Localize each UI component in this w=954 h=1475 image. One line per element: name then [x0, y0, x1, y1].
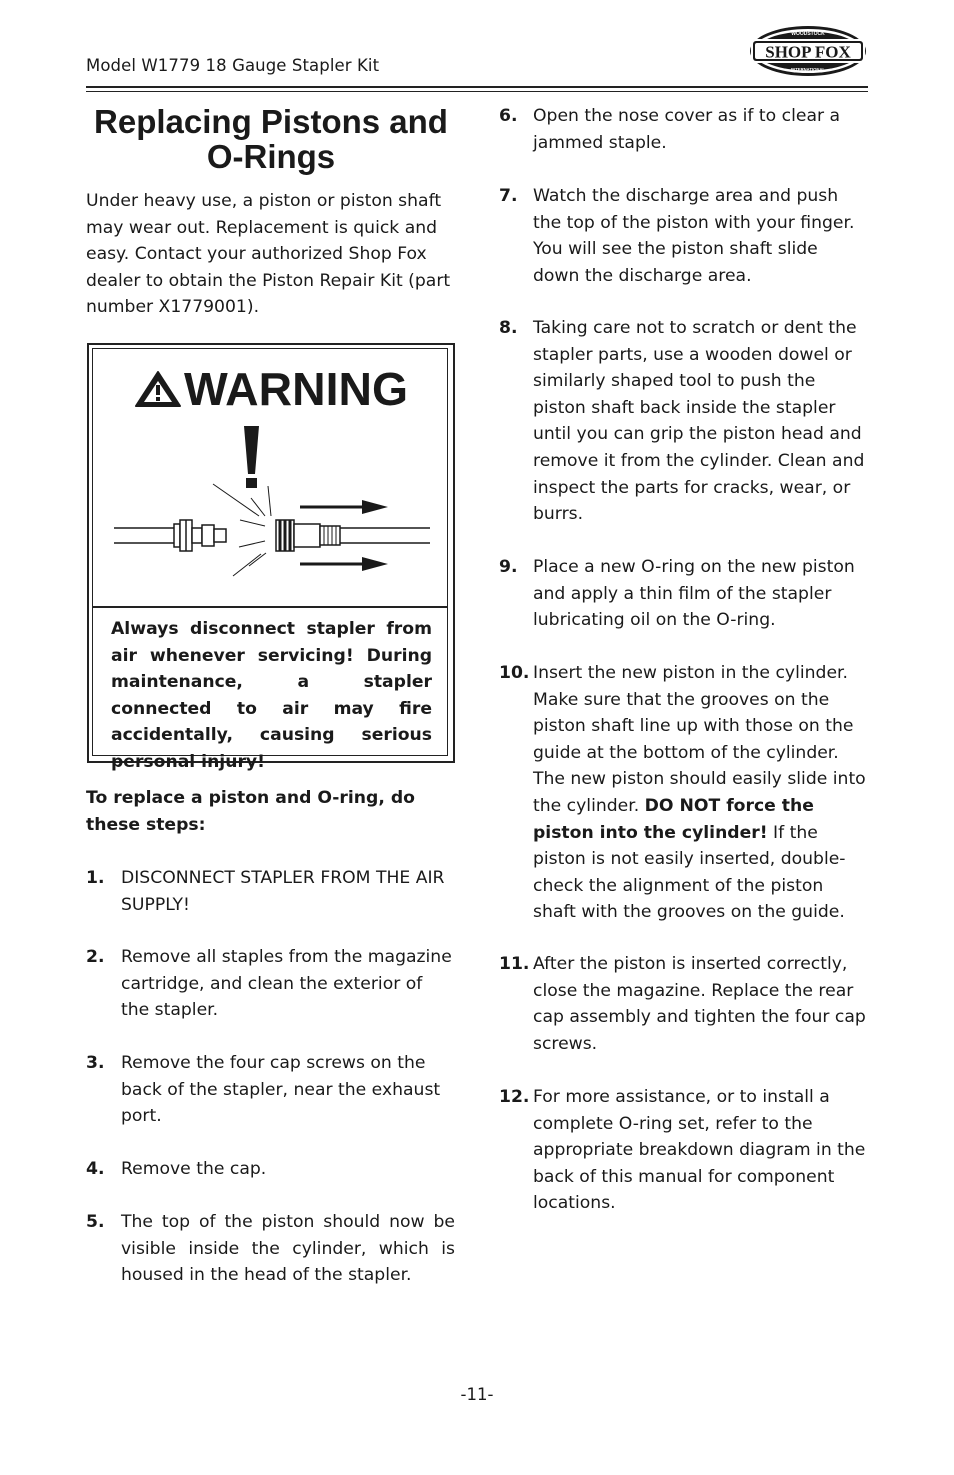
- step-text: DISCONNECT STAPLER FROM THE AIR SUPPLY!: [121, 868, 445, 915]
- step-text: The top of the piston should now be visible inside the cylinder, which is housed in the head of the stapler.: [121, 1212, 455, 1286]
- step-number: 3.: [86, 1053, 105, 1073]
- shop-fox-logo: [748, 24, 868, 78]
- section-heading-line-2: O-Rings: [206, 138, 336, 175]
- step-text: Place a new O-ring on the new piston and apply a thin film of the stapler lubricating oil on the O-ring.: [533, 557, 855, 631]
- logo-wordmark: SHOP FOX: [765, 42, 851, 62]
- step-emphasis: DO NOT force the piston into the cylinder!: [533, 795, 814, 843]
- exclamation-icon: [244, 426, 259, 488]
- arrow-right-icon: [300, 557, 388, 571]
- step-number: 5.: [86, 1212, 105, 1232]
- step-text: Remove the four cap screws on the back of the stapler, near the exhaust port.: [121, 1053, 441, 1127]
- step-text: Open the nose cover as if to clear a jammed staple.: [533, 106, 841, 153]
- intro-paragraph: Under heavy use, a piston or piston shaft may wear out. Replacement is quick and easy. Contact your authorized Shop Fox dealer to obtain the Piston Repair Kit (part number X1779001).: [86, 191, 451, 318]
- warning-message: Always disconnect stapler from air whenever servicing! During maintenance, a stapler connected to air may fire accidentally, causing serious personal injury!: [111, 619, 432, 772]
- step-number: 9.: [499, 557, 518, 577]
- step-number: 8.: [499, 318, 518, 338]
- warning-divider: [92, 606, 448, 608]
- step-text: Remove all staples from the magazine cartridge, and clean the exterior of the stapler.: [121, 947, 452, 1021]
- step-number: 1.: [86, 868, 105, 888]
- header-rule-thin: [86, 91, 868, 92]
- step-text: [533, 660, 869, 926]
- step-number: 7.: [499, 186, 518, 206]
- step-text: After the piston is inserted correctly, close the magazine. Replace the rear cap assembly and tighten the four cap screws.: [533, 954, 866, 1054]
- step-text: Remove the cap.: [121, 1159, 267, 1179]
- step-text: Watch the discharge area and push the top of the piston with your finger. You will see the piston shaft slide down the discharge area.: [533, 186, 855, 286]
- section-heading: [86, 104, 456, 174]
- warning-label: WARNING: [184, 363, 408, 415]
- arrow-right-icon: [300, 500, 388, 514]
- section-heading-line-1: Replacing Pistons and: [94, 103, 448, 140]
- step-text: Taking care not to scratch or dent the stapler parts, use a wooden dowel or similarly shaped tool to push the piston shaft back inside the stapler until you can grip the piston head and remove it from the cylinder. Clean and inspect the parts for cracks, wear, or burrs.: [533, 318, 865, 525]
- air-hose-female-coupler-icon: [276, 520, 430, 551]
- step-number: 2.: [86, 947, 105, 967]
- logo-bottom-text: INTERNATIONAL: [791, 67, 825, 72]
- step-text: For more assistance, or to install a complete O-ring set, refer to the appropriate breakdown diagram in the back of this manual for component locations.: [533, 1087, 866, 1214]
- step-number: 10.: [499, 663, 530, 683]
- step-number: 11.: [499, 954, 530, 974]
- header-rule: [86, 86, 868, 88]
- page-number: -11-: [460, 1385, 494, 1404]
- step-number: 12.: [499, 1087, 530, 1107]
- logo-top-text: WOODSTOCK: [791, 31, 825, 37]
- manual-title: Model W1779 18 Gauge Stapler Kit: [86, 56, 380, 75]
- hazard-triangle-icon: [136, 372, 180, 406]
- step-number: 4.: [86, 1159, 105, 1179]
- steps-intro: To replace a piston and O-ring, do these steps:: [86, 788, 415, 835]
- step-text-part: Insert the new piston in the cylinder. Make sure that the grooves on the piston shaft line up with those on the guide at the bottom of the cylinder. The new piston should easily slide into the cylinder.: [533, 663, 866, 816]
- step-number: 6.: [499, 106, 518, 126]
- warning-illustration: [92, 348, 448, 606]
- air-hose-male-fitting-icon: [114, 520, 226, 551]
- step-text-part: If the piston is not easily inserted, double-check the alignment of the piston shaft with the grooves on the guide.: [533, 822, 846, 923]
